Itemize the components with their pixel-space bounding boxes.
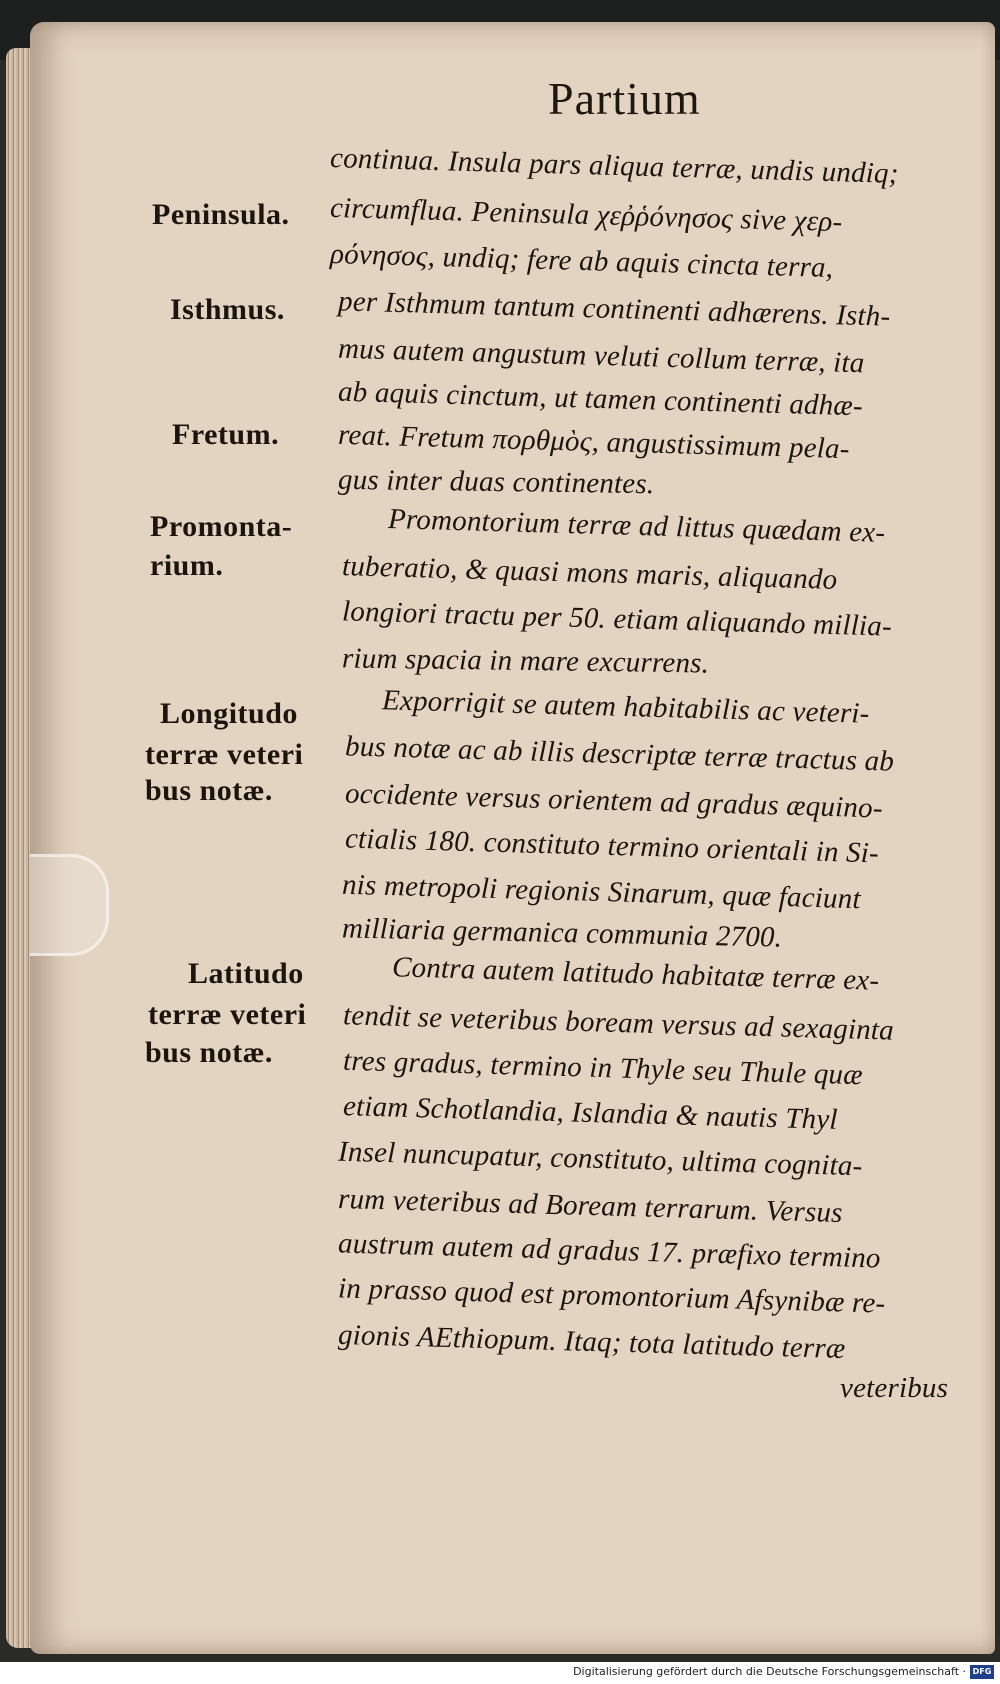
body-line: occidente versus orientem ad gradus æquino- <box>344 777 884 825</box>
body-line: nis metropoli regionis Sinarum, quæ faciunt <box>341 868 862 916</box>
body-line: reat. Fretum πορθμὸς, angustissimum pela- <box>337 418 851 466</box>
body-line: in prasso quod est promontorium Afsynibæ re- <box>337 1272 886 1320</box>
body-line: Exporrigit se autem habitabilis ac veteri- <box>381 684 870 730</box>
footer <box>0 1662 1000 1684</box>
marginal-note-longitudo: bus notæ. <box>145 774 273 807</box>
marginal-note-isthmus: Isthmus. <box>170 293 285 326</box>
body-line: austrum autem ad gradus 17. præfixo termino <box>337 1227 882 1275</box>
body-line: circumflua. Peninsula χεῤῥόνησος sive χερ- <box>329 191 843 239</box>
marginal-note-latitudo: terræ veteri <box>148 998 307 1031</box>
marginal-note-longitudo: terræ veteri <box>145 738 304 771</box>
body-line: bus notæ ac ab illis descriptæ terræ tractus ab <box>344 730 895 778</box>
dfg-logo: DFG <box>970 1665 994 1679</box>
body-line: rum veteribus ad Boream terrarum. Versus <box>337 1182 844 1230</box>
body-line: mus autem angustum veluti collum terræ, ita <box>337 332 865 380</box>
body-line: ab aquis cinctum, ut tamen continenti adhæ- <box>337 375 864 423</box>
body-line: rium spacia in mare excurrens. <box>341 642 710 680</box>
marginal-note-promontorium: rium. <box>150 549 224 582</box>
body-line: continua. Insula pars aliqua terræ, undis undiq; <box>329 142 900 190</box>
body-line: Contra autem latitudo habitatæ terræ ex- <box>391 951 880 997</box>
catchword: veteribus <box>840 1372 949 1404</box>
body-line: etiam Schotlandia, Islandia & nautis Thyl <box>342 1090 839 1136</box>
body-line: milliaria germanica communia 2700. <box>341 912 783 954</box>
marginal-note-latitudo: Latitudo <box>188 957 304 990</box>
footer-credit: Digitalisierung gefördert durch die Deutsche Forschungsgemeinschaft · <box>573 1665 966 1678</box>
body-line: tendit se veteribus boream versus ad sexaginta <box>342 999 895 1047</box>
marginal-note-peninsula: Peninsula. <box>152 198 290 231</box>
body-line: ctialis 180. constituto termino orientali in Si- <box>344 822 880 870</box>
body-line: ρόνησος, undiq; fere ab aquis cincta terra, <box>329 237 834 285</box>
body-line: tuberatio, & quasi mons maris, aliquando <box>341 550 838 596</box>
body-line: longiori tractu per 50. etiam aliquando millia- <box>341 595 893 643</box>
body-line: tres gradus, termino in Thyle seu Thule quæ <box>342 1044 864 1092</box>
body-line: per Isthmum tantum continenti adhærens. Isth- <box>337 285 891 333</box>
marginal-note-longitudo: Longitudo <box>160 697 298 730</box>
body-line: gionis AEthiopum. Itaq; tota latitudo terræ <box>337 1318 846 1366</box>
body-line: Promontorium terræ ad littus quædam ex- <box>387 503 886 549</box>
marginal-note-latitudo: bus notæ. <box>145 1036 273 1069</box>
running-header: Partium <box>548 73 701 124</box>
body-line: Insel nuncupatur, constituto, ultima cognita- <box>337 1135 863 1183</box>
body-line: gus inter duas continentes. <box>337 463 655 501</box>
marginal-note-promontorium: Promonta- <box>150 510 293 543</box>
marginal-note-fretum: Fretum. <box>172 418 280 451</box>
